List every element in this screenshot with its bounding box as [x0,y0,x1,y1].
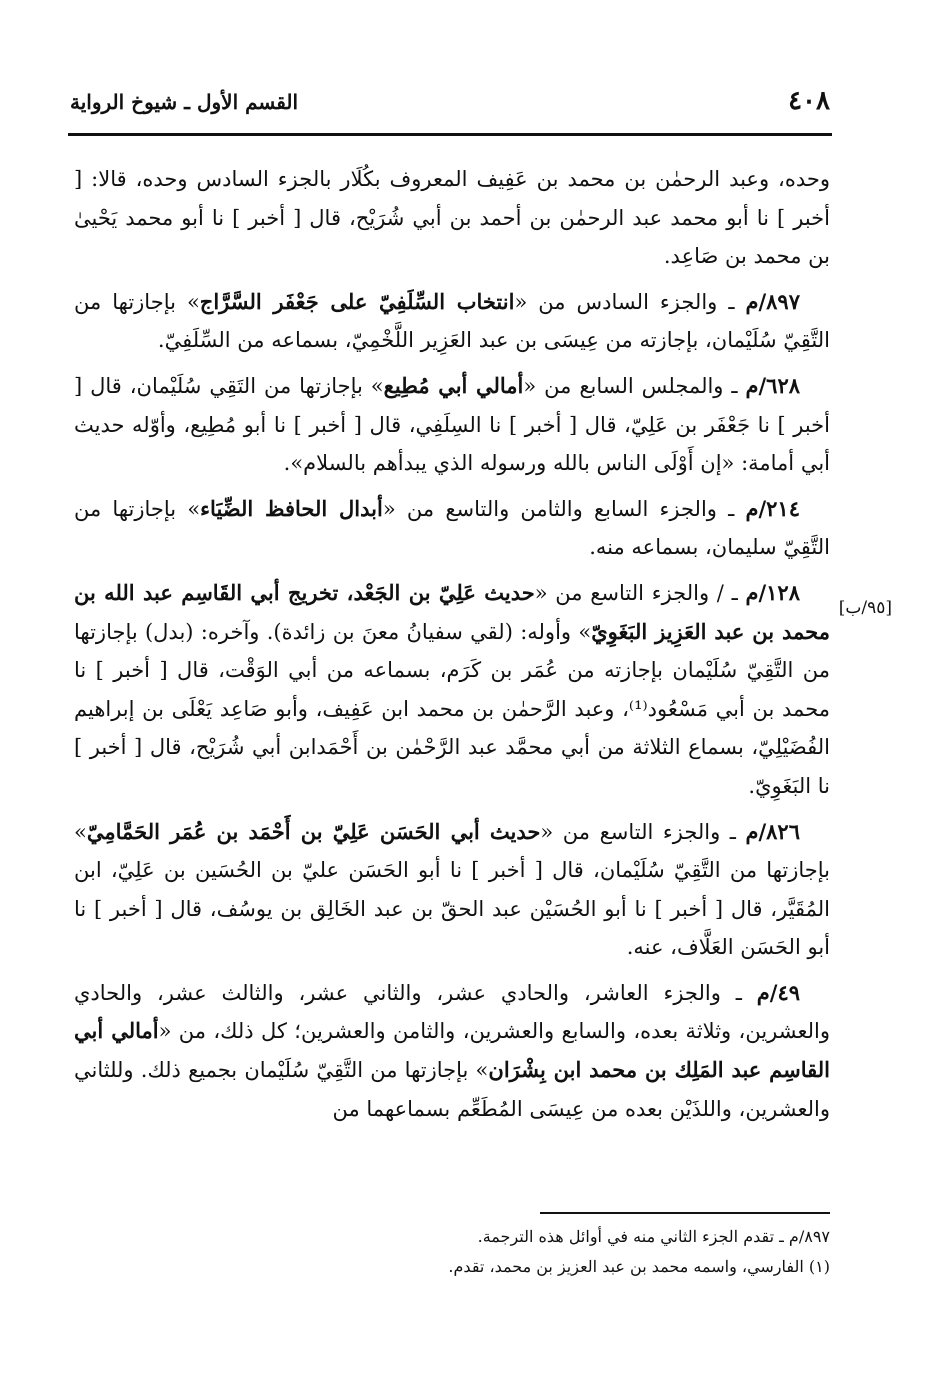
bold-text: ٨٢٦/م [745,818,800,844]
bold-text: ٢١٤/م [745,495,800,521]
paragraph-p6 [74,974,830,1128]
bold-text: أبدال الحافظ الضِّيَاء [200,495,383,521]
text: ـ / والجزء التاسع من « [534,580,746,605]
text: ـ والمجلس السابع من « [523,373,746,398]
footnote-rule [540,1212,830,1214]
bold-text: انتخاب السِّلَفِيّ على جَعْفَر السَّرَّاج [199,288,515,314]
paragraph-p4 [74,574,830,806]
text: » بإجازتها من التَّقِيّ سُلَيْمان بجميع ذلك. وللثاني والعشرين، واللذَيْن بعده من عِيسَى المُطَعِّم بسماعهما من [74,1058,830,1121]
margin-folio-note: [٩٥/ب] [838,598,892,618]
footnote-entry: ٨٩٧/م ـ تقدم الجزء الثاني منه في أوائل هذه الترجمة. [477,1227,830,1246]
running-title: القسم الأول ـ شيوخ الرواية [70,90,299,114]
header-rule [68,133,832,136]
footnote-1: (١) الفارسي، واسمه محمد بن عبد العزيز بن محمد، تقدم. [448,1257,830,1276]
bold-text: ٨٩٧/م [745,288,800,314]
bold-text: ٤٩/م [756,979,800,1005]
paragraph-p1 [74,283,830,360]
paragraph-p3 [74,490,830,567]
paragraph-p0 [74,160,830,276]
text: » بإجازتها من التَّقِيّ سُلَيْمان، بإجازته من عِيسَى بن عبد العَزِير اللَّخْمِيّ، بسماعه من السِّلَفِيّ. [74,289,830,353]
text: ـ والجزء العاشر، والحادي عشر، والثاني عشر، والثالث عشر، والحادي والعشرين، وثلاثة بعده، والسابع والعشرين، والثامن والعشرين؛ كل ذلك، من « [74,980,830,1044]
page-body [74,160,830,1135]
paragraph-p5 [74,813,830,967]
text: ـ والجزء التاسع من « [540,819,746,844]
text: وحده، وعبد الرحمٰن بن محمد بن عَفِيف المعروف بكُلَار بالجزء السادس وحده، قالا: [ أخبر ] نا أبو محمد عبد الرحمٰن بن أحمد بن أبي شُرَيْح، قال [ أخبر ] نا أبو محمد يَحْيىٰ بن محمد بن صَاعِد. [74,167,830,269]
paragraph-p2 [74,367,830,483]
page-number: ٤٠٨ [788,86,830,116]
text: » بإجازتها من التَّقِيّ سُلَيْمان، قال [ أخبر ] نا أبو الحَسَن عليّ بن الحُسَين بن عَلِيّ، ابن المُقَيَّر، قال [ أخبر ] نا أبو الحُسَيْن عبد الحقّ بن عبد الخَالِق بن يوسُف، قال [ أخبر ] نا أبو الحَسَن العَلَّاف، عنه. [74,819,830,960]
footnotes [100,1222,830,1282]
text: ـ والجزء السادس من « [514,289,746,314]
bold-text: أمالي أبي مُطِيع [383,372,524,398]
bold-text: ٦٢٨/م [745,372,801,398]
text: » وأوله: (لقي سفيانُ معنَ بن زائدة). وآخره: (بدل) بإجازتها من التَّقِيّ سُلَيْمان بإجازته من عُمَر بن كَرَم، بسماعه من أبي الوَقْت، قال [ أخبر ] نا محمد بن أبي مَسْعُود⁽¹⁾، وعبد الرَّحمٰن بن محمد ابن عَفِيف، وأبو صَاعِد يَعْلَى بن إبراهيم الفُضَيْلِيّ، بسماع الثلاثة من أبي محمَّد عبد الرَّحْمٰن بن أَحْمَدابن أبي شُرَيْح، قال [ أخبر ] نا البَغَوِيّ. [74,619,830,798]
bold-text: حديث أبي الحَسَن عَلِيّ بن أَحْمَد بن عُمَر الحَمَّامِيّ [86,818,541,844]
page-header [70,86,830,126]
bold-text: حديث عَلِيّ بن الجَعْد، تخريج أبي القَاسِم عبد الله بن محمد بن عبد العَزِيز البَغَوِيّ [74,579,830,644]
text: » بإجازتها من التَقِي سُلَيْمان، قال [ أخبر ] نا جَعْفَر بن عَلِيّ، قال [ أخبر ] نا السِلَفِي، قال [ أخبر ] نا أبو مُطِيع، وأوّله حديث أبي أمامة: «إن أَوْلَى الناس بالله ورسوله الذي يبدأهم بالسلام». [74,373,830,476]
bold-text: ١٢٨/م [745,579,800,605]
text: » بإجازتها من التَّقِيّ سليمان، بسماعه منه. [74,496,830,560]
bold-text: أمالي أبي القاسِم عبد المَلِك بن محمد ابن بِشْرَان [74,1018,830,1083]
text: ـ والجزء السابع والثامن والتاسع من « [382,496,746,521]
